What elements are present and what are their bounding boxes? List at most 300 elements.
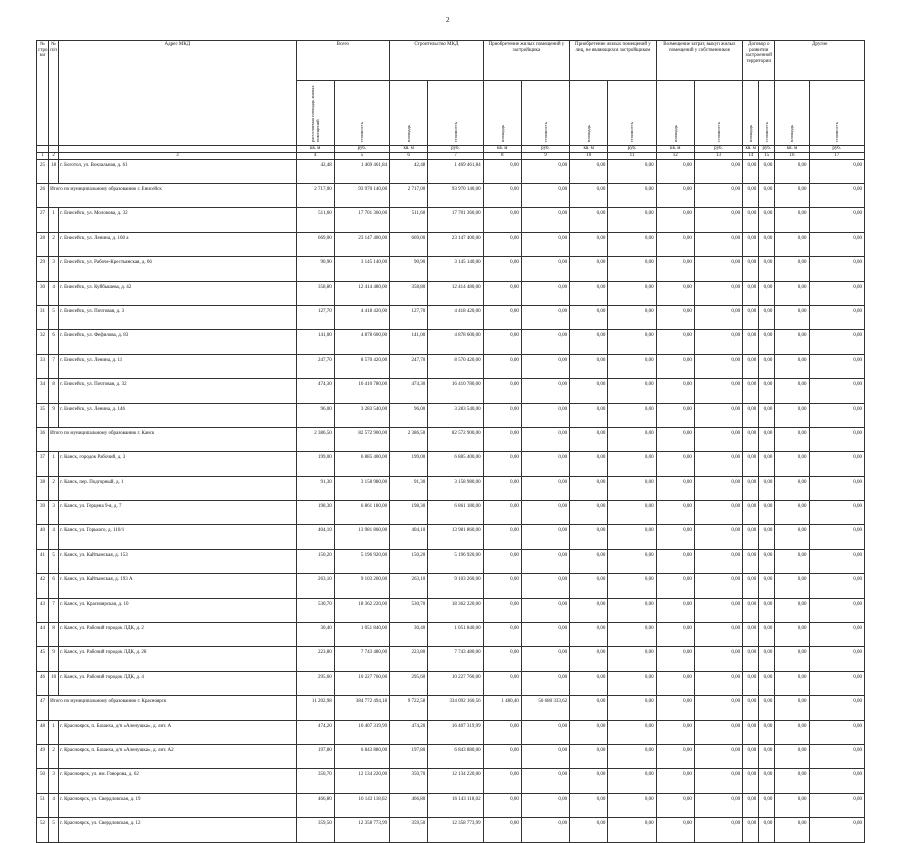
item-number-cell: 5 bbox=[49, 549, 59, 573]
value-cell: 0,00 bbox=[608, 696, 656, 720]
value-cell: 0,00 bbox=[570, 793, 608, 817]
value-cell: 0,00 bbox=[694, 623, 742, 647]
value-cell: 93 970 140,00 bbox=[334, 183, 389, 207]
value-cell: 0,00 bbox=[608, 623, 656, 647]
value-cell: 0,00 bbox=[809, 574, 864, 598]
address-cell: г. Красноярск, п. Базаиха, д/п «Аленушка», д. лит. А bbox=[59, 720, 296, 744]
value-cell: 0,00 bbox=[743, 720, 759, 744]
value-cell: 474,30 bbox=[390, 379, 428, 403]
value-cell: 0,00 bbox=[570, 574, 608, 598]
value-cell: 466,80 bbox=[296, 793, 334, 817]
value-cell: 0,00 bbox=[775, 427, 809, 451]
value-cell: 0,00 bbox=[521, 305, 569, 329]
value-cell: 6 861 180,00 bbox=[428, 501, 483, 525]
page-number: 2 bbox=[446, 16, 450, 24]
value-cell: 0,00 bbox=[570, 623, 608, 647]
table-row bbox=[37, 330, 865, 354]
value-cell: 6 885 400,00 bbox=[428, 452, 483, 476]
value-cell: 350,70 bbox=[390, 769, 428, 793]
value-cell: 0,00 bbox=[483, 257, 521, 281]
value-cell: 0,00 bbox=[483, 305, 521, 329]
unit-cell: руб. bbox=[694, 145, 742, 152]
header-row-groups bbox=[37, 41, 865, 81]
value-cell: 199,00 bbox=[296, 452, 334, 476]
value-cell: 0,00 bbox=[743, 525, 759, 549]
value-cell: 0,00 bbox=[759, 281, 775, 305]
sub-header-cell bbox=[428, 81, 483, 146]
column-number-cell: 13 bbox=[694, 152, 742, 159]
value-cell: 7 743 480,00 bbox=[428, 647, 483, 671]
value-cell: 0,00 bbox=[656, 598, 694, 622]
value-cell: 0,00 bbox=[483, 159, 521, 183]
value-cell: 0,00 bbox=[521, 720, 569, 744]
value-cell: 0,00 bbox=[570, 818, 608, 842]
value-cell: 0,00 bbox=[656, 720, 694, 744]
table-row bbox=[37, 549, 865, 573]
unit-cell: кв. м bbox=[775, 145, 809, 152]
value-cell: 3 283 540,00 bbox=[428, 403, 483, 427]
table-row bbox=[37, 574, 865, 598]
value-cell: 358,80 bbox=[390, 281, 428, 305]
value-cell: 474,20 bbox=[296, 720, 334, 744]
value-cell: 199,00 bbox=[390, 452, 428, 476]
sub-header-label: площадь bbox=[672, 124, 678, 142]
value-cell: 0,00 bbox=[608, 403, 656, 427]
sub-header-cell bbox=[743, 81, 759, 146]
value-cell: 0,00 bbox=[608, 354, 656, 378]
value-cell: 0,00 bbox=[483, 818, 521, 842]
value-cell: 0,00 bbox=[743, 305, 759, 329]
value-cell: 0,00 bbox=[775, 720, 809, 744]
value-cell: 0,00 bbox=[570, 696, 608, 720]
value-cell: 0,00 bbox=[694, 818, 742, 842]
row-number-cell: 51 bbox=[37, 793, 49, 817]
value-cell: 0,00 bbox=[759, 501, 775, 525]
row-number-cell: 39 bbox=[37, 501, 49, 525]
value-cell: 0,00 bbox=[570, 647, 608, 671]
value-cell: 5 196 920,00 bbox=[334, 549, 389, 573]
col-header-item-number: № п/п bbox=[49, 41, 59, 146]
value-cell: 197,80 bbox=[390, 744, 428, 768]
column-number-cell: 7 bbox=[428, 152, 483, 159]
table-row bbox=[37, 183, 865, 207]
value-cell: 0,00 bbox=[656, 769, 694, 793]
address-cell: г. Канск, ул. Кайтымская, д. 193 А bbox=[59, 574, 296, 598]
address-cell: г. Канск, ул. Герцена 9-я, д. 7 bbox=[59, 501, 296, 525]
value-cell: 0,00 bbox=[694, 525, 742, 549]
value-cell: 82 572 900,00 bbox=[334, 427, 389, 451]
value-cell: 0,00 bbox=[743, 403, 759, 427]
value-cell: 150,20 bbox=[296, 549, 334, 573]
value-cell: 0,00 bbox=[759, 208, 775, 232]
value-cell: 0,00 bbox=[521, 183, 569, 207]
value-cell: 13 981 860,00 bbox=[428, 525, 483, 549]
item-number-cell: 2 bbox=[49, 232, 59, 256]
col-header-development-agreement: Договор о развитии застроенной территории bbox=[743, 41, 775, 81]
value-cell: 0,00 bbox=[570, 305, 608, 329]
value-cell: 0,00 bbox=[521, 598, 569, 622]
table-row bbox=[37, 452, 865, 476]
value-cell: 8 570 420,00 bbox=[334, 354, 389, 378]
column-number-cell: 1 bbox=[37, 152, 49, 159]
value-cell: 11 202,98 bbox=[296, 696, 334, 720]
value-cell: 127,70 bbox=[296, 305, 334, 329]
value-cell: 0,00 bbox=[743, 159, 759, 183]
value-cell: 9 103 260,00 bbox=[428, 574, 483, 598]
value-cell: 404,10 bbox=[296, 525, 334, 549]
row-number-cell: 38 bbox=[37, 476, 49, 500]
value-cell: 0,00 bbox=[694, 549, 742, 573]
value-cell: 0,00 bbox=[608, 379, 656, 403]
table-row bbox=[37, 744, 865, 768]
value-cell: 0,00 bbox=[608, 744, 656, 768]
value-cell: 247,70 bbox=[296, 354, 334, 378]
value-cell: 0,00 bbox=[656, 793, 694, 817]
table-row bbox=[37, 208, 865, 232]
unit-cell: руб. bbox=[608, 145, 656, 152]
subtotal-label-cell: Итого по муниципальному образованию г. Красноярск bbox=[49, 696, 296, 720]
value-cell: 0,00 bbox=[759, 330, 775, 354]
value-cell: 0,00 bbox=[775, 257, 809, 281]
value-cell: 0,00 bbox=[743, 501, 759, 525]
value-cell: 0,00 bbox=[521, 281, 569, 305]
value-cell: 0,00 bbox=[570, 598, 608, 622]
value-cell: 0,00 bbox=[775, 305, 809, 329]
value-cell: 17 701 360,00 bbox=[428, 208, 483, 232]
address-cell: г. Енисейск, ул. Почтовая, д. 3 bbox=[59, 305, 296, 329]
value-cell: 0,00 bbox=[759, 671, 775, 695]
value-cell: 669,00 bbox=[390, 232, 428, 256]
value-cell: 10 227 760,00 bbox=[334, 671, 389, 695]
unit-cell: руб. bbox=[809, 145, 864, 152]
row-number-cell: 49 bbox=[37, 744, 49, 768]
value-cell: 0,00 bbox=[483, 647, 521, 671]
value-cell: 0,00 bbox=[743, 647, 759, 671]
value-cell: 0,00 bbox=[694, 452, 742, 476]
table-body bbox=[37, 159, 865, 842]
value-cell: 0,00 bbox=[608, 671, 656, 695]
row-number-cell: 35 bbox=[37, 403, 49, 427]
value-cell: 0,00 bbox=[694, 696, 742, 720]
column-number-cell: 3 bbox=[59, 152, 296, 159]
value-cell: 0,00 bbox=[521, 257, 569, 281]
item-number-cell: 4 bbox=[49, 793, 59, 817]
unit-cell: руб. bbox=[334, 145, 389, 152]
value-cell: 0,00 bbox=[743, 183, 759, 207]
value-cell: 0,00 bbox=[759, 525, 775, 549]
value-cell: 0,00 bbox=[656, 671, 694, 695]
value-cell: 0,00 bbox=[521, 476, 569, 500]
row-number-cell: 46 bbox=[37, 671, 49, 695]
row-number-cell: 30 bbox=[37, 281, 49, 305]
sub-header-label: стоимость bbox=[834, 121, 840, 142]
value-cell: 0,00 bbox=[521, 330, 569, 354]
value-cell: 0,00 bbox=[775, 354, 809, 378]
sub-header-label: площадь bbox=[586, 124, 592, 142]
value-cell: 2 717,00 bbox=[296, 183, 334, 207]
value-cell: 0,00 bbox=[521, 427, 569, 451]
value-cell: 358,80 bbox=[296, 281, 334, 305]
value-cell: 0,00 bbox=[608, 501, 656, 525]
value-cell: 3 145 140,00 bbox=[428, 257, 483, 281]
item-number-cell: 10 bbox=[49, 671, 59, 695]
value-cell: 0,00 bbox=[809, 598, 864, 622]
value-cell: 0,00 bbox=[809, 452, 864, 476]
value-cell: 0,00 bbox=[759, 744, 775, 768]
value-cell: 0,00 bbox=[809, 403, 864, 427]
item-number-cell: 1 bbox=[49, 452, 59, 476]
row-number-cell: 43 bbox=[37, 598, 49, 622]
value-cell: 0,00 bbox=[521, 159, 569, 183]
column-number-cell: 14 bbox=[743, 152, 759, 159]
value-cell: 0,00 bbox=[656, 427, 694, 451]
value-cell: 0,00 bbox=[743, 671, 759, 695]
value-cell: 0,00 bbox=[483, 549, 521, 573]
value-cell: 127,70 bbox=[390, 305, 428, 329]
sub-header-cell bbox=[334, 81, 389, 146]
col-header-nondeveloper-purchase: Приобретение жилых помещений у лиц, не являющихся застройщиком bbox=[570, 41, 657, 81]
value-cell: 466,80 bbox=[390, 793, 428, 817]
value-cell: 0,00 bbox=[775, 744, 809, 768]
header-row-units bbox=[37, 145, 865, 152]
item-number-cell: 3 bbox=[49, 501, 59, 525]
value-cell: 0,00 bbox=[775, 769, 809, 793]
value-cell: 0,00 bbox=[809, 720, 864, 744]
value-cell: 0,00 bbox=[759, 257, 775, 281]
value-cell: 0,00 bbox=[759, 232, 775, 256]
table-row bbox=[37, 720, 865, 744]
value-cell: 474,30 bbox=[296, 379, 334, 403]
value-cell: 0,00 bbox=[521, 769, 569, 793]
value-cell: 0,00 bbox=[743, 208, 759, 232]
value-cell: 6 843 880,00 bbox=[334, 744, 389, 768]
item-number-cell: 18 bbox=[49, 159, 59, 183]
value-cell: 0,00 bbox=[809, 818, 864, 842]
value-cell: 0,00 bbox=[743, 379, 759, 403]
value-cell: 3 283 540,00 bbox=[334, 403, 389, 427]
value-cell: 0,00 bbox=[759, 452, 775, 476]
value-cell: 0,00 bbox=[809, 501, 864, 525]
address-cell: г. Боготол, ул. Вокзальная, д. 61 bbox=[59, 159, 296, 183]
sub-header-label: стоимость bbox=[452, 121, 458, 142]
value-cell: 0,00 bbox=[570, 232, 608, 256]
value-cell: 0,00 bbox=[483, 501, 521, 525]
value-cell: 0,00 bbox=[759, 403, 775, 427]
item-number-cell: 4 bbox=[49, 281, 59, 305]
value-cell: 82 572 900,00 bbox=[428, 427, 483, 451]
value-cell: 0,00 bbox=[483, 623, 521, 647]
row-number-cell: 37 bbox=[37, 452, 49, 476]
value-cell: 197,80 bbox=[296, 744, 334, 768]
row-number-cell: 42 bbox=[37, 574, 49, 598]
value-cell: 16 410 780,00 bbox=[428, 379, 483, 403]
row-number-cell: 31 bbox=[37, 305, 49, 329]
row-number-cell: 25 bbox=[37, 159, 49, 183]
value-cell: 0,00 bbox=[694, 208, 742, 232]
value-cell: 0,00 bbox=[809, 330, 864, 354]
value-cell: 0,00 bbox=[608, 574, 656, 598]
value-cell: 0,00 bbox=[759, 183, 775, 207]
item-number-cell: 6 bbox=[49, 574, 59, 598]
value-cell: 0,00 bbox=[608, 598, 656, 622]
sub-header-cell bbox=[483, 81, 521, 146]
value-cell: 0,00 bbox=[521, 647, 569, 671]
value-cell: 0,00 bbox=[743, 818, 759, 842]
value-cell: 404,10 bbox=[390, 525, 428, 549]
value-cell: 30,40 bbox=[390, 623, 428, 647]
value-cell: 0,00 bbox=[483, 525, 521, 549]
value-cell: 0,00 bbox=[483, 281, 521, 305]
value-cell: 0,00 bbox=[570, 330, 608, 354]
value-cell: 0,00 bbox=[743, 549, 759, 573]
value-cell: 3 158 980,00 bbox=[334, 476, 389, 500]
value-cell: 0,00 bbox=[809, 744, 864, 768]
value-cell: 0,00 bbox=[656, 159, 694, 183]
value-cell: 0,00 bbox=[759, 696, 775, 720]
value-cell: 384 772 494,18 bbox=[334, 696, 389, 720]
value-cell: 0,00 bbox=[694, 183, 742, 207]
value-cell: 0,00 bbox=[809, 696, 864, 720]
value-cell: 0,00 bbox=[809, 525, 864, 549]
value-cell: 0,00 bbox=[743, 427, 759, 451]
value-cell: 0,00 bbox=[608, 257, 656, 281]
value-cell: 0,00 bbox=[483, 720, 521, 744]
value-cell: 198,30 bbox=[296, 501, 334, 525]
value-cell: 263,10 bbox=[390, 574, 428, 598]
value-cell: 0,00 bbox=[521, 744, 569, 768]
value-cell: 0,00 bbox=[694, 159, 742, 183]
value-cell: 0,00 bbox=[743, 598, 759, 622]
col-header-construction: Строительство МКД bbox=[390, 41, 484, 81]
address-cell: г. Канск, ул. Рабочий городок ЛДК, д. 2 bbox=[59, 623, 296, 647]
value-cell: 0,00 bbox=[608, 549, 656, 573]
value-cell: 0,00 bbox=[521, 623, 569, 647]
table-row bbox=[37, 232, 865, 256]
value-cell: 0,00 bbox=[656, 330, 694, 354]
value-cell: 247,70 bbox=[390, 354, 428, 378]
value-cell: 30,40 bbox=[296, 623, 334, 647]
value-cell: 2 386,50 bbox=[390, 427, 428, 451]
value-cell: 0,00 bbox=[570, 183, 608, 207]
value-cell: 0,00 bbox=[570, 379, 608, 403]
value-cell: 0,00 bbox=[656, 574, 694, 598]
value-cell: 0,00 bbox=[483, 671, 521, 695]
column-number-cell: 17 bbox=[809, 152, 864, 159]
value-cell: 0,00 bbox=[759, 623, 775, 647]
header-row-col-numbers bbox=[37, 152, 865, 159]
value-cell: 16 143 118,02 bbox=[334, 793, 389, 817]
value-cell: 0,00 bbox=[483, 476, 521, 500]
value-cell: 0,00 bbox=[656, 744, 694, 768]
value-cell: 0,00 bbox=[521, 403, 569, 427]
value-cell: 530,70 bbox=[296, 598, 334, 622]
value-cell: 0,00 bbox=[608, 232, 656, 256]
value-cell: 0,00 bbox=[570, 281, 608, 305]
table-row bbox=[37, 257, 865, 281]
value-cell: 0,00 bbox=[608, 427, 656, 451]
value-cell: 6 885 400,00 bbox=[334, 452, 389, 476]
value-cell: 0,00 bbox=[483, 330, 521, 354]
value-cell: 23 147 400,00 bbox=[334, 232, 389, 256]
value-cell: 1 051 840,00 bbox=[334, 623, 389, 647]
address-cell: г. Енисейск, ул. Молокова, д. 32 bbox=[59, 208, 296, 232]
value-cell: 0,00 bbox=[694, 769, 742, 793]
value-cell: 0,00 bbox=[656, 696, 694, 720]
table-row bbox=[37, 793, 865, 817]
subtotal-label-cell: Итого по муниципальному образованию г. Енисейск bbox=[49, 183, 296, 207]
item-number-cell: 3 bbox=[49, 769, 59, 793]
item-number-cell: 8 bbox=[49, 623, 59, 647]
value-cell: 0,00 bbox=[656, 549, 694, 573]
value-cell: 0,00 bbox=[694, 281, 742, 305]
sub-header-cell bbox=[390, 81, 428, 146]
value-cell: 17 701 360,00 bbox=[334, 208, 389, 232]
table-row bbox=[37, 427, 865, 451]
value-cell: 0,00 bbox=[759, 549, 775, 573]
value-cell: 0,00 bbox=[759, 818, 775, 842]
value-cell: 0,00 bbox=[656, 476, 694, 500]
value-cell: 263,10 bbox=[296, 574, 334, 598]
table-row bbox=[37, 696, 865, 720]
item-number-cell: 5 bbox=[49, 305, 59, 329]
value-cell: 12 414 480,00 bbox=[428, 281, 483, 305]
value-cell: 0,00 bbox=[743, 769, 759, 793]
value-cell: 0,00 bbox=[775, 183, 809, 207]
table-row bbox=[37, 671, 865, 695]
value-cell: 511,60 bbox=[390, 208, 428, 232]
unit-cell: кв. м bbox=[390, 145, 428, 152]
value-cell: 0,00 bbox=[570, 427, 608, 451]
value-cell: 4 878 600,00 bbox=[428, 330, 483, 354]
item-number-cell: 1 bbox=[49, 720, 59, 744]
value-cell: 0,00 bbox=[775, 330, 809, 354]
value-cell: 0,00 bbox=[809, 549, 864, 573]
value-cell: 0,00 bbox=[775, 159, 809, 183]
value-cell: 5 196 920,00 bbox=[428, 549, 483, 573]
column-number-cell: 9 bbox=[521, 152, 569, 159]
column-number-cell: 8 bbox=[483, 152, 521, 159]
row-number-cell: 26 bbox=[37, 183, 49, 207]
value-cell: 0,00 bbox=[809, 208, 864, 232]
unit-cell-empty bbox=[59, 145, 296, 152]
value-cell: 0,00 bbox=[775, 232, 809, 256]
sub-header-label: площадь bbox=[789, 124, 795, 142]
value-cell: 0,00 bbox=[694, 257, 742, 281]
value-cell: 359,50 bbox=[390, 818, 428, 842]
value-cell: 3 158 980,00 bbox=[428, 476, 483, 500]
value-cell: 0,00 bbox=[694, 379, 742, 403]
sub-header-cell bbox=[521, 81, 569, 146]
value-cell: 0,00 bbox=[759, 769, 775, 793]
value-cell: 0,00 bbox=[775, 208, 809, 232]
row-number-cell: 33 bbox=[37, 354, 49, 378]
value-cell: 0,00 bbox=[775, 598, 809, 622]
column-number-cell: 12 bbox=[656, 152, 694, 159]
value-cell: 0,00 bbox=[694, 598, 742, 622]
value-cell: 223,80 bbox=[390, 647, 428, 671]
column-number-cell: 11 bbox=[608, 152, 656, 159]
table-row bbox=[37, 305, 865, 329]
value-cell: 9 103 260,00 bbox=[334, 574, 389, 598]
address-cell: г. Канск, пер. Подгорный, д. 1 bbox=[59, 476, 296, 500]
value-cell: 0,00 bbox=[608, 183, 656, 207]
sub-header-label: расселяемая площадь жилых помещений bbox=[310, 85, 321, 142]
value-cell: 0,00 bbox=[809, 793, 864, 817]
value-cell: 0,00 bbox=[809, 354, 864, 378]
unit-cell: руб. bbox=[521, 145, 569, 152]
value-cell: 10 227 760,00 bbox=[428, 671, 483, 695]
value-cell: 0,00 bbox=[694, 403, 742, 427]
